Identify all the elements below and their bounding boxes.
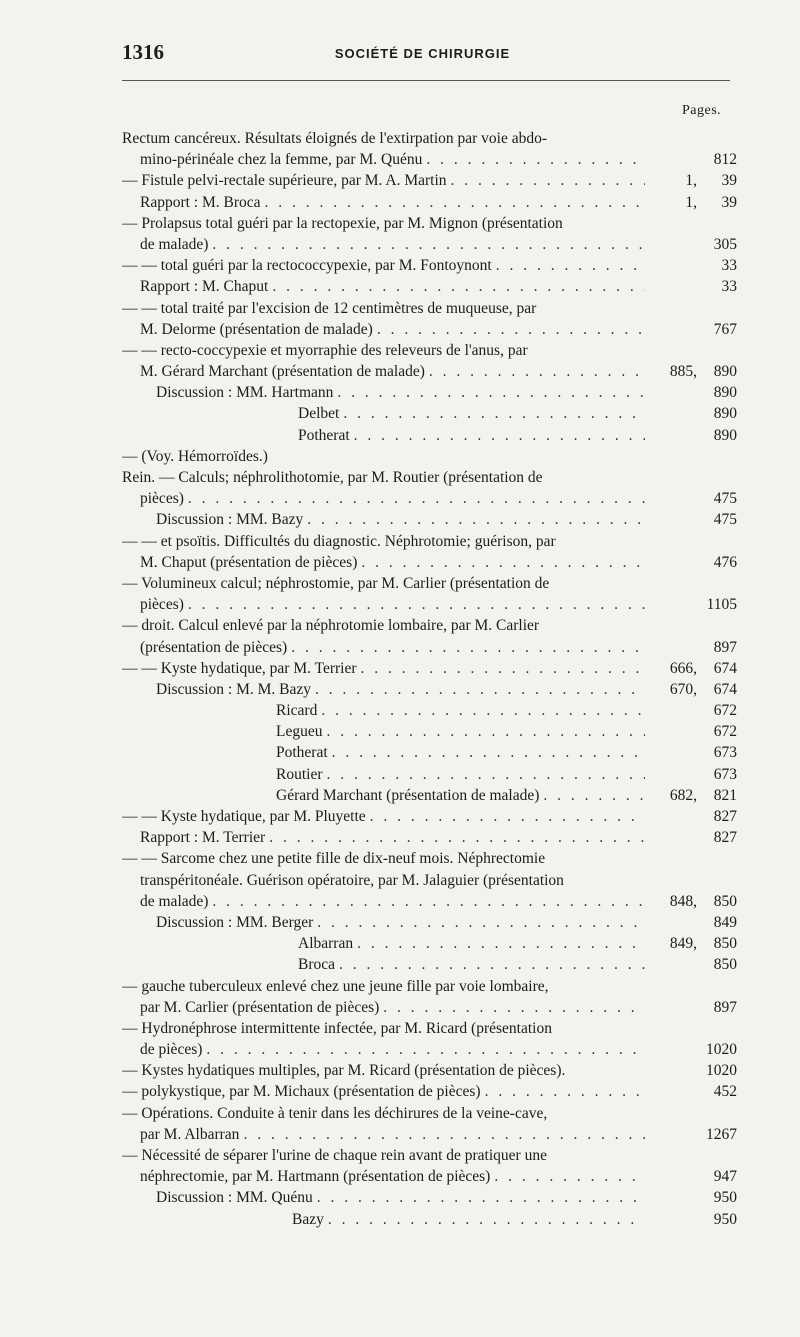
entry-text: Rapport : M. Broca [140, 193, 261, 211]
leader-dots [332, 742, 645, 763]
entry-text: Discussion : M. M. Bazy [156, 680, 311, 698]
page-ref: 947 [713, 1168, 737, 1186]
entry-text: Discussion : MM. Hartmann [156, 384, 334, 402]
index-line [122, 467, 737, 488]
leader-dots [212, 891, 645, 912]
leader-dots [326, 721, 645, 742]
index-line [122, 446, 737, 467]
page-ref-first: 849, [669, 935, 697, 953]
entry-text: pièces) [140, 596, 184, 614]
leader-dots [272, 276, 645, 297]
index-line [122, 870, 737, 891]
leader-dots [361, 658, 645, 679]
index-line [122, 679, 737, 700]
entry-text: mino-périnéale chez la femme, par M. Quénu [140, 151, 423, 169]
leader-dots [339, 954, 645, 975]
index-line [122, 382, 737, 403]
index-line [122, 827, 737, 848]
index-line [122, 234, 737, 255]
leader-dots [383, 997, 645, 1018]
entry-text: Delbet [298, 405, 340, 423]
entry-text: pièces) [140, 490, 184, 508]
page-ref: 33 [721, 278, 737, 296]
page-ref: 849 [713, 913, 737, 931]
entry-text: M. Delorme (présentation de malade) [140, 320, 373, 338]
index-line [122, 891, 737, 912]
running-title: SOCIÉTÉ DE CHIRURGIE [334, 46, 511, 61]
entry-text: Ricard [276, 702, 318, 720]
entry-text: Routier [276, 765, 323, 783]
index-line [122, 276, 737, 297]
index-line [122, 1166, 737, 1187]
leader-dots [188, 488, 645, 509]
page-ref-first: 1, [685, 172, 697, 190]
entry-text: Discussion : MM. Bazy [156, 511, 304, 529]
leader-dots [188, 594, 645, 615]
index-line [122, 615, 737, 636]
page-ref: 827 [713, 829, 737, 847]
page-ref-first: 1, [685, 193, 697, 211]
index-line [122, 361, 737, 382]
leader-dots [315, 679, 645, 700]
leader-dots [543, 785, 645, 806]
leader-dots [327, 764, 646, 785]
index-line [122, 298, 737, 319]
entry-text: — — Kyste hydatique, par M. Pluyette [122, 808, 366, 825]
leader-dots [307, 509, 645, 530]
index-line [122, 1209, 737, 1230]
index-line [122, 425, 737, 446]
index-line [122, 1145, 737, 1166]
page-ref: 305 [713, 235, 737, 253]
entry-text: Broca [298, 956, 336, 974]
entry-text: — (Voy. Hémorroïdes.) [122, 447, 268, 465]
entry-text: — — et psoïtis. Difficultés du diagnostic. Néphrotomie; guérison, par [122, 532, 556, 550]
leader-dots [291, 637, 645, 658]
entry-text: par M. Carlier (présentation de pièces) [140, 998, 380, 1016]
pages-column-label: Pages. [682, 103, 722, 118]
index-line [122, 128, 737, 149]
index-line [122, 764, 737, 785]
entry-text: — Opérations. Conduite à tenir dans les déchirures de la veine-cave, [122, 1104, 548, 1122]
page-ref: 812 [713, 151, 737, 169]
entry-text: M. Gérard Marchant (présentation de malade) [140, 363, 425, 381]
entry-text: Albarran [298, 935, 354, 953]
entry-text: Potherat [298, 426, 350, 444]
entry-text: Rein. — Calculs; néphrolithotomie, par M. Routier (présentation de [122, 469, 543, 486]
index-line [122, 403, 737, 424]
entry-text: Rapport : M. Terrier [140, 829, 266, 847]
leader-dots [426, 149, 645, 170]
page-number: 1316 [122, 40, 164, 64]
page-ref: 1267 [706, 1125, 737, 1143]
page-ref: 672 [713, 702, 737, 720]
index-line [122, 806, 737, 827]
entry-text: de malade) [140, 235, 209, 253]
leader-dots [212, 234, 645, 255]
index-line [122, 213, 737, 234]
page-ref: 475 [713, 490, 737, 508]
entry-text: néphrectomie, par M. Hartmann (présentation de pièces) [140, 1168, 491, 1186]
page-ref: 39 [721, 193, 737, 211]
page-ref: 476 [713, 553, 737, 571]
leader-dots [206, 1039, 645, 1060]
page-ref: 674 [713, 659, 737, 677]
entry-text: — Volumineux calcul; néphrostomie, par M. Carlier (présentation de [122, 574, 550, 592]
entry-text: Gérard Marchant (présentation de malade) [276, 786, 540, 804]
entry-text: par M. Albarran [140, 1125, 240, 1143]
index-line [122, 1039, 737, 1060]
header-rule [122, 80, 730, 81]
leader-dots [494, 1166, 645, 1187]
index-entries [122, 128, 737, 1230]
entry-text: Bazy [292, 1210, 324, 1228]
index-line [122, 340, 737, 361]
index-line [122, 933, 737, 954]
entry-text: M. Chaput (présentation de pièces) [140, 553, 358, 571]
page-ref: 890 [713, 426, 737, 444]
index-line [122, 509, 737, 530]
page-ref: 890 [713, 405, 737, 423]
page-ref: 674 [713, 680, 737, 698]
index-line [122, 848, 737, 869]
page-ref: 950 [713, 1210, 737, 1228]
entry-text: (présentation de pièces) [140, 638, 288, 656]
index-line [122, 319, 737, 340]
leader-dots [243, 1124, 645, 1145]
page-ref: 673 [713, 765, 737, 783]
leader-dots [451, 170, 645, 191]
page-ref: 890 [713, 384, 737, 402]
leader-dots [361, 552, 645, 573]
index-line [122, 912, 737, 933]
leader-dots [343, 403, 645, 424]
leader-dots [321, 700, 645, 721]
page-ref: 673 [713, 744, 737, 762]
index-line [122, 594, 737, 615]
page-ref: 767 [713, 320, 737, 338]
entry-text: — — Sarcome chez une petite fille de dix-neuf mois. Néphrectomie [122, 850, 546, 868]
entry-text: Rectum cancéreux. Résultats éloignés de l'extirpation par voie abdo- [122, 130, 548, 147]
page-ref: 1020 [706, 1041, 737, 1059]
leader-dots [377, 319, 645, 340]
index-line [122, 742, 737, 763]
index-line [122, 170, 737, 191]
index-line [122, 255, 737, 276]
leader-dots [357, 933, 645, 954]
index-line [122, 1124, 737, 1145]
page-ref-first: 682, [669, 786, 697, 804]
entry-text: — — Kyste hydatique, par M. Terrier [122, 659, 357, 677]
index-line [122, 1081, 737, 1102]
index-line [122, 997, 737, 1018]
page-ref-first: 848, [669, 892, 697, 910]
page-ref: 827 [713, 808, 737, 825]
index-line [122, 1018, 737, 1039]
index-line [122, 149, 737, 170]
page-ref: 672 [713, 723, 737, 741]
page-ref: 897 [713, 638, 737, 656]
page-ref: 850 [713, 892, 737, 910]
index-line [122, 552, 737, 573]
entry-text: — droit. Calcul enlevé par la néphrotomie lombaire, par M. Carlier [122, 617, 540, 635]
index-line [122, 954, 737, 975]
leader-dots [328, 1209, 645, 1230]
page-ref: 950 [713, 1189, 737, 1207]
leader-dots [337, 382, 645, 403]
index-line [122, 573, 737, 594]
index-line [122, 700, 737, 721]
entry-text: Rapport : M. Chaput [140, 278, 269, 296]
leader-dots [265, 192, 645, 213]
page-ref-first: 885, [669, 363, 697, 381]
index-line [122, 192, 737, 213]
entry-text: — gauche tuberculeux enlevé chez une jeune fille par voie lombaire, [122, 977, 549, 995]
page-ref: 1105 [706, 596, 737, 614]
page-ref: 475 [713, 511, 737, 529]
index-line [122, 531, 737, 552]
page-ref: 850 [713, 935, 737, 953]
page-ref-first: 670, [669, 680, 697, 698]
entry-text: — Prolapsus total guéri par la rectopexie, par M. Mignon (présentation [122, 214, 563, 232]
index-line [122, 785, 737, 806]
page-ref: 897 [713, 998, 737, 1016]
entry-text: — Fistule pelvi-rectale supérieure, par M. A. Martin [122, 172, 447, 190]
index-line [122, 1187, 737, 1208]
entry-text: — Kystes hydatiques multiples, par M. Ricard (présentation de pièces). [122, 1062, 566, 1080]
entry-text: — — total guéri par la rectococcypexie, par M. Fontoynont [122, 257, 492, 275]
index-line [122, 976, 737, 997]
page-ref: 1020 [706, 1062, 737, 1080]
leader-dots [370, 806, 645, 827]
page-ref: 890 [713, 363, 737, 381]
leader-dots [429, 361, 645, 382]
entry-text: transpéritonéale. Guérison opératoire, par M. Jalaguier (présentation [140, 871, 564, 889]
leader-dots [485, 1081, 645, 1102]
entry-text: de malade) [140, 892, 209, 910]
entry-text: — — recto-coccypexie et myorraphie des releveurs de l'anus, par [122, 341, 528, 359]
index-line [122, 1060, 737, 1081]
page-ref: 39 [721, 172, 737, 190]
index-line [122, 488, 737, 509]
index-line [122, 637, 737, 658]
page-ref: 850 [713, 956, 737, 974]
entry-text: de pièces) [140, 1041, 203, 1059]
leader-dots [317, 912, 645, 933]
index-line [122, 1103, 737, 1124]
entry-text: Discussion : MM. Quénu [156, 1189, 313, 1207]
leader-dots [317, 1187, 645, 1208]
leader-dots [496, 255, 645, 276]
entry-text: — Nécessité de séparer l'urine de chaque rein avant de pratiquer une [122, 1147, 547, 1164]
page-ref: 33 [721, 257, 737, 275]
entry-text: Discussion : MM. Berger [156, 913, 314, 931]
entry-text: — Hydronéphrose intermittente infectée, par M. Ricard (présentation [122, 1019, 552, 1037]
page-ref-first: 666, [669, 659, 697, 677]
entry-text: Legueu [276, 723, 323, 741]
entry-text: — — total traité par l'excision de 12 centimètres de muqueuse, par [122, 299, 537, 317]
entry-text: Potherat [276, 744, 328, 762]
index-line [122, 721, 737, 742]
page-ref: 821 [713, 786, 737, 804]
leader-dots [269, 827, 645, 848]
index-line [122, 658, 737, 679]
entry-text: — polykystique, par M. Michaux (présentation de pièces) [122, 1083, 481, 1101]
leader-dots [354, 425, 645, 446]
page-ref: 452 [713, 1083, 737, 1101]
